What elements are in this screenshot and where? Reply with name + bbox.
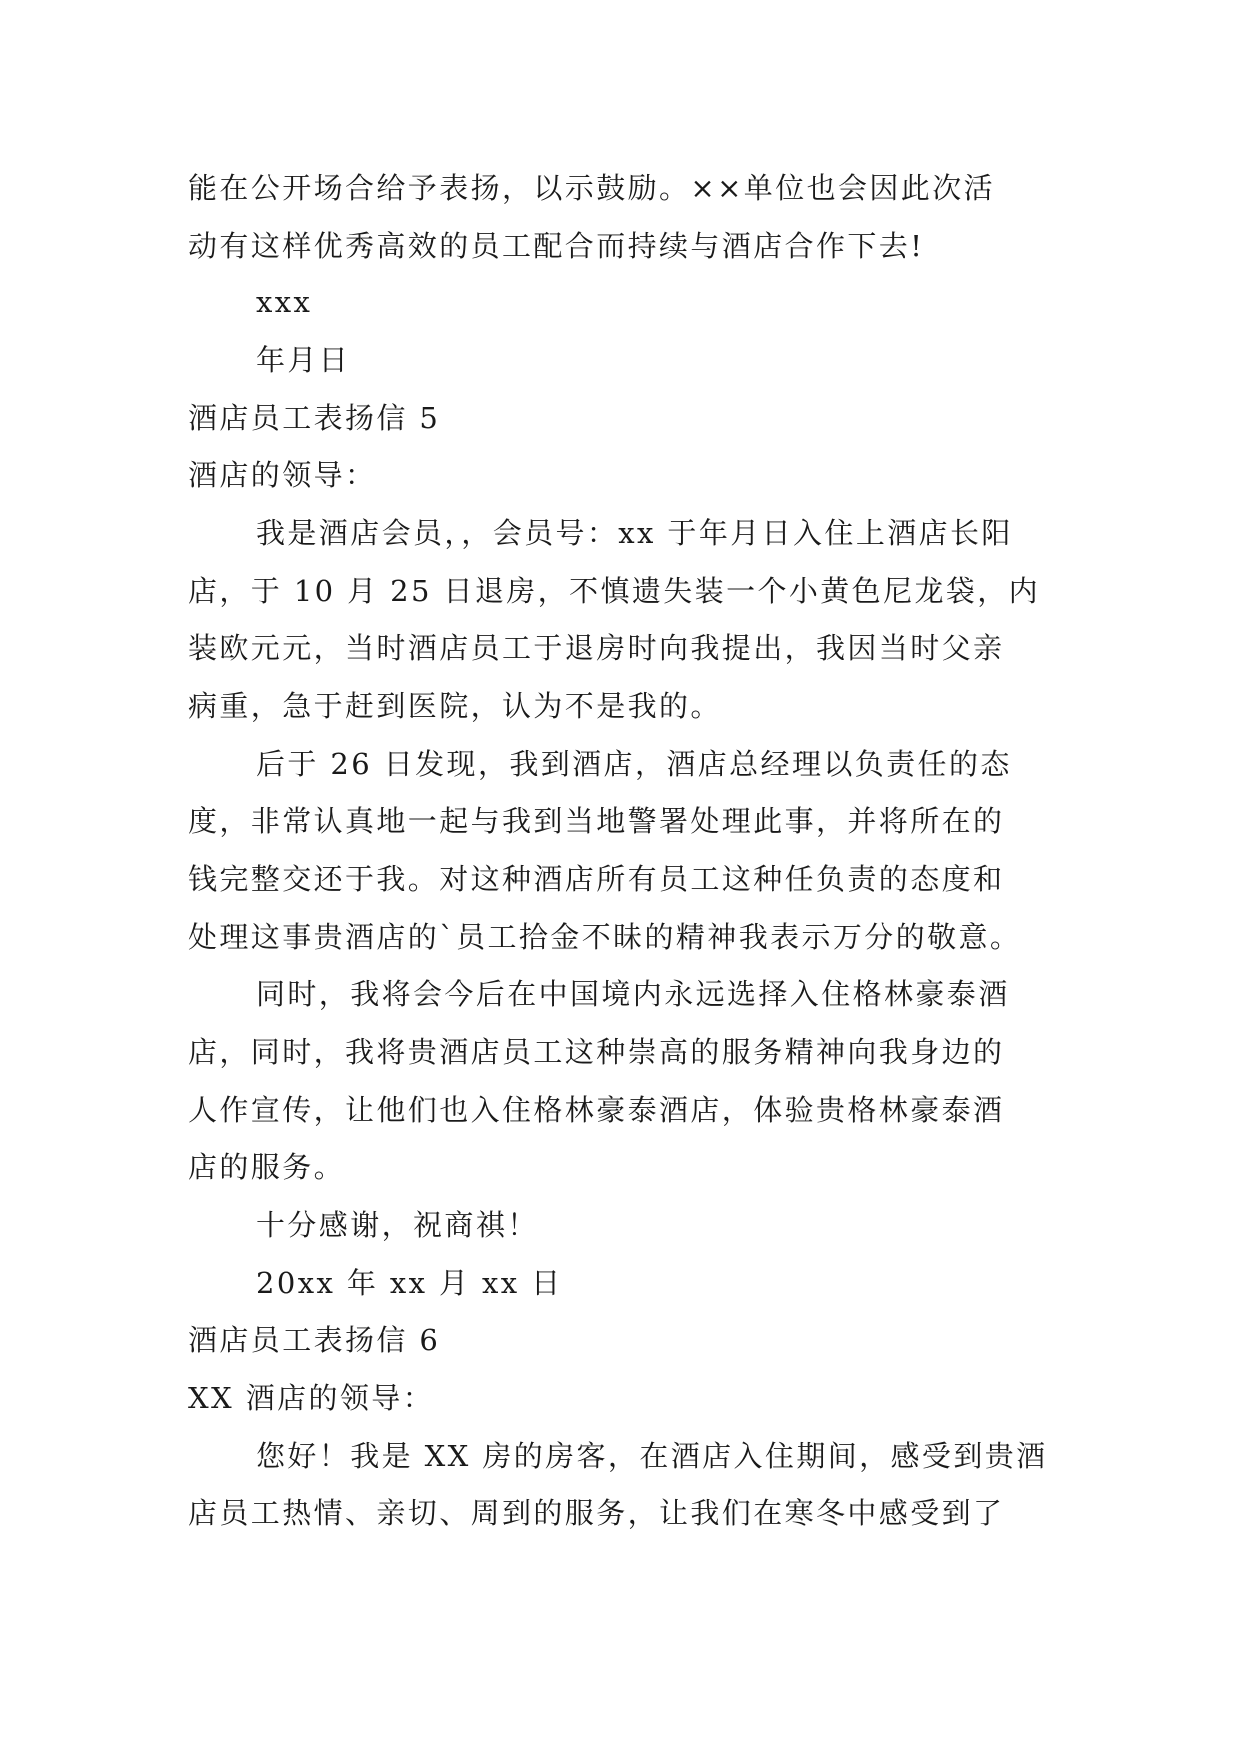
section-title: 酒店员工表扬信 5	[188, 401, 441, 435]
section-title: 酒店员工表扬信 6	[188, 1323, 441, 1357]
paragraph-line: 人作宣传，让他们也入住格林豪泰酒店，体验贵格林豪泰酒	[188, 1093, 1005, 1127]
paragraph-line: 我是酒店会员，，会员号：xx 于年月日入住上酒店长阳	[256, 516, 1013, 550]
closing-line: 十分感谢，祝商祺！	[256, 1208, 539, 1242]
paragraph-line: 店的服务。	[188, 1150, 346, 1184]
paragraph-line: 您好！我是 XX 房的房客，在酒店入住期间，感受到贵酒	[256, 1439, 1048, 1473]
paragraph-line: 店员工热情、亲切、周到的服务，让我们在寒冬中感受到了	[188, 1496, 1005, 1530]
paragraph-line: 店，同时，我将贵酒店员工这种崇高的服务精神向我身边的	[188, 1035, 1005, 1069]
letter-date: 20xx 年 xx 月 xx 日	[256, 1266, 563, 1300]
signature-name: xxx	[256, 285, 313, 319]
paragraph-line: 钱完整交还于我。对这种酒店所有员工这种任负责的态度和	[188, 862, 1005, 896]
salutation: XX 酒店的领导：	[188, 1381, 435, 1415]
paragraph-line: 处理这事贵酒店的`员工拾金不昧的精神我表示万分的敬意。	[188, 920, 1022, 954]
paragraph-line: 病重，急于赶到医院，认为不是我的。	[188, 689, 722, 723]
salutation: 酒店的领导：	[188, 458, 377, 492]
paragraph-line: 动有这样优秀高效的员工配合而持续与酒店合作下去!	[188, 229, 925, 263]
paragraph-line: 后于 26 日发现，我到酒店，酒店总经理以负责任的态	[256, 747, 1012, 781]
paragraph-line: 能在公开场合给予表扬，以示鼓励。××单位也会因此次活	[188, 171, 995, 205]
paragraph-line: 同时，我将会今后在中国境内永远选择入住格林豪泰酒	[256, 977, 1010, 1011]
paragraph-line: 装欧元元，当时酒店员工于退房时向我提出，我因当时父亲	[188, 631, 1005, 665]
paragraph-line: 店，于 10 月 25 日退房，不慎遗失装一个小黄色尼龙袋，内	[188, 574, 1041, 608]
signature-date: 年月日	[256, 343, 351, 377]
paragraph-line: 度，非常认真地一起与我到当地警署处理此事，并将所在的	[188, 804, 1005, 838]
